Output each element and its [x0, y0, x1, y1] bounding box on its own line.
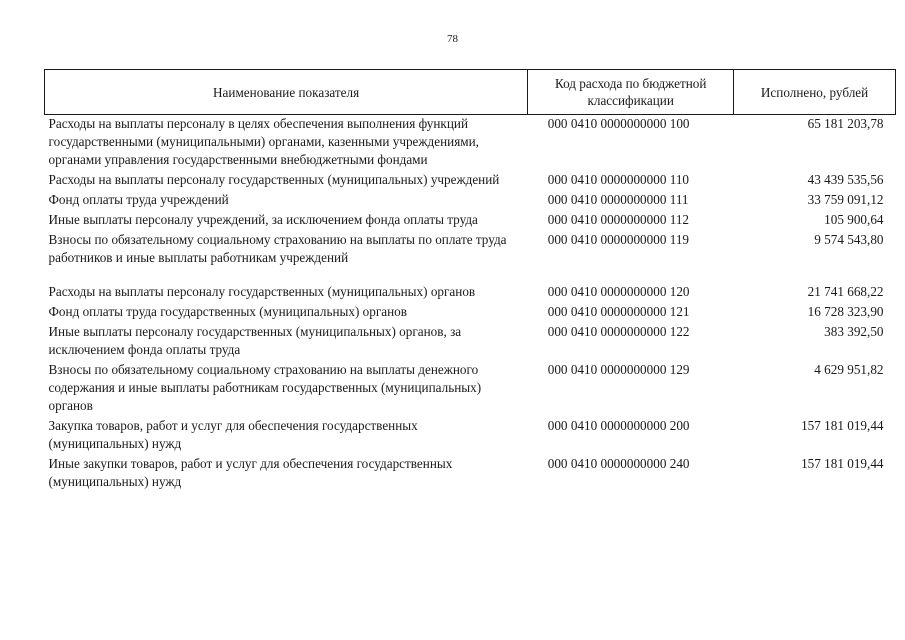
- row-code: 000 0410 0000000000 110: [547, 172, 690, 187]
- row-amount: 65 181 203,78: [807, 116, 884, 131]
- table-row: [45, 417, 896, 455]
- row-code: 000 0410 0000000000 119: [547, 232, 690, 247]
- table-header-row: [45, 70, 896, 115]
- row-name: Иные выплаты персоналу государственных (муниципальных) органов, за исключением фонда оплаты труда: [48, 324, 462, 357]
- row-name: Иные выплаты персоналу учреждений, за исключением фонда оплаты труда: [48, 212, 478, 227]
- row-name: Закупка товаров, работ и услуг для обеспечения государственных (муниципальных) нужд: [48, 418, 418, 451]
- table-row: [45, 191, 896, 211]
- row-amount: 9 574 543,80: [814, 232, 884, 247]
- table-row: [45, 361, 896, 417]
- row-amount: 157 181 019,44: [801, 418, 884, 433]
- row-code: 000 0410 0000000000 121: [547, 304, 690, 319]
- table-row: [45, 231, 896, 269]
- row-code: 000 0410 0000000000 129: [547, 362, 690, 377]
- row-amount: 16 728 323,90: [807, 304, 884, 319]
- row-amount: 4 629 951,82: [814, 362, 884, 377]
- budget-execution-table: [44, 69, 896, 493]
- row-amount: 43 439 535,56: [807, 172, 884, 187]
- table-row: [45, 455, 896, 493]
- row-code: 000 0410 0000000000 100: [547, 116, 690, 131]
- row-amount: 33 759 091,12: [807, 192, 884, 207]
- page-number: 78: [447, 33, 458, 45]
- row-code: 000 0410 0000000000 200: [547, 418, 690, 433]
- table-row: [45, 171, 896, 191]
- row-name: Взносы по обязательному социальному страхованию на выплаты по оплате труда работников и иные выплаты работникам учреждений: [48, 232, 507, 265]
- row-code: 000 0410 0000000000 111: [547, 192, 689, 207]
- table-row: [45, 323, 896, 361]
- header-executed-amount: Исполнено, рублей: [734, 70, 896, 115]
- row-name: Расходы на выплаты персоналу в целях обеспечения выполнения функций государственными (муниципальными) органами, казенными учреждениями, органами управления государственными внебюджетными фондами: [48, 116, 479, 167]
- row-name: Расходы на выплаты персоналу государственных (муниципальных) органов: [48, 284, 476, 299]
- row-name: Расходы на выплаты персоналу государственных (муниципальных) учреждений: [48, 172, 500, 187]
- row-code: 000 0410 0000000000 240: [547, 456, 690, 471]
- table-row: [45, 303, 896, 323]
- row-name: Иные закупки товаров, работ и услуг для обеспечения государственных (муниципальных) нужд: [48, 456, 453, 489]
- row-amount: 157 181 019,44: [801, 456, 884, 471]
- row-amount: 383 392,50: [824, 324, 884, 339]
- row-amount: 21 741 668,22: [807, 284, 884, 299]
- row-name: Фонд оплаты труда государственных (муниципальных) органов: [48, 304, 408, 319]
- table-row: [45, 115, 896, 172]
- header-budget-code: Код расхода по бюджетной классификации: [528, 70, 734, 115]
- row-amount: 105 900,64: [824, 212, 884, 227]
- row-code: 000 0410 0000000000 120: [547, 284, 690, 299]
- table-row: [45, 269, 896, 303]
- table-row: [45, 211, 896, 231]
- row-name: Взносы по обязательному социальному страхованию на выплаты денежного содержания и иные выплаты работникам государственных (муниципальных) органов: [48, 362, 482, 413]
- row-code: 000 0410 0000000000 122: [547, 324, 690, 339]
- row-name: Фонд оплаты труда учреждений: [48, 192, 229, 207]
- row-code: 000 0410 0000000000 112: [547, 212, 690, 227]
- header-indicator-name: Наименование показателя: [45, 70, 528, 115]
